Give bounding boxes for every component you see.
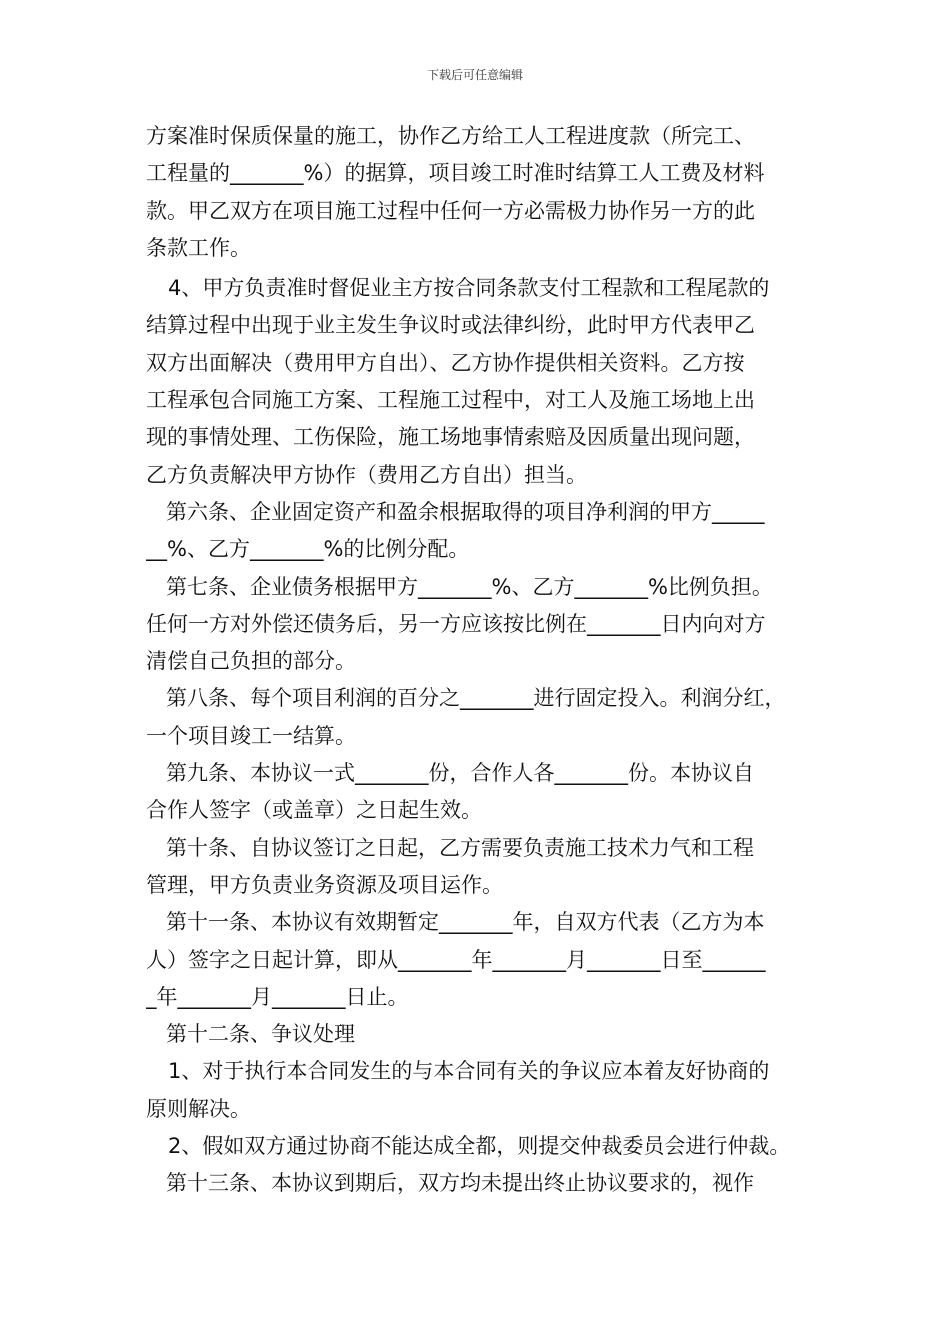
text-line: 工程量的_______%）的据算，项目竣工时准时结算工人工费及材料 (146, 161, 765, 186)
document-body (146, 118, 826, 1203)
article-12-item-1: 1、对于执行本合同发生的与本合同有关的争议应本着友好协商的 (168, 1059, 770, 1084)
text-line: 现的事情处理、工伤保险，施工场地事情索赔及因质量出现问题， (146, 425, 755, 450)
text-line: 原则解决。 (146, 1096, 251, 1121)
text-line: 双方出面解决（费用甲方自出）、乙方协作提供相关资料。乙方按 (146, 350, 745, 375)
text-line: __%、乙方_______%的比例分配。 (146, 537, 470, 562)
text-line: 方案准时保质保量的施工，协作乙方给工人工程进度款（所完工、 (146, 124, 755, 148)
text-line: 一个项目竣工一结算。 (146, 723, 356, 748)
article-10-line: 第十条、自协议签订之日起，乙方需要负责施工技术力气和工程 (166, 835, 754, 860)
article-13-line: 第十三条、本协议到期后，双方均未提出终止协议要求的，视作 (166, 1171, 754, 1196)
text-line: 工程承包合同施工方案、工程施工过程中，对工人及施工场地上出 (146, 388, 755, 413)
article-7-line: 第七条、企业债务根据甲方_______%、乙方_______%比例负担。 (166, 574, 773, 599)
text-line: 结算过程中出现于业主发生争议时或法律纠纷，此时甲方代表甲乙 (146, 313, 755, 338)
text-line: 人）签字之日起计算，即从_______年_______月_______日至______ (146, 947, 766, 972)
article-11-line: 第十一条、本协议有效期暂定_______年，自双方代表（乙方为本 (166, 910, 765, 935)
text-line: 清偿自己负担的部分。 (146, 649, 356, 674)
text-line: _年_______月_______日止。 (146, 984, 409, 1009)
text-line: 款。甲乙双方在项目施工过程中任何一方必需极力协作另一方的此 (146, 198, 755, 223)
text-line: 乙方负责解决甲方协作（费用乙方自出）担当。 (146, 462, 587, 487)
article-6-line: 第六条、企业固定资产和盈余根据取得的项目净利润的甲方_____ (166, 499, 765, 524)
text-line: 管理，甲方负责业务资源及项目运作。 (146, 872, 503, 897)
article-12-item-2: 2、假如双方通过协商不能达成全都，则提交仲裁委员会进行仲裁。 (168, 1134, 791, 1159)
page-header-note: 下载后可任意编辑 (426, 68, 523, 82)
clause-4-line: 4、甲方负责准时督促业主方按合同条款支付工程款和工程尾款的 (168, 276, 770, 301)
text-line: 合作人签字（或盖章）之日起生效。 (146, 798, 482, 823)
article-8-line: 第八条、每个项目利润的百分之_______进行固定投入。利润分红， (166, 686, 786, 711)
article-12-heading: 第十二条、争议处理 (166, 1022, 355, 1047)
text-line: 任何一方对外偿还债务后，另一方应该按比例在_______日内向对方 (146, 611, 766, 636)
text-line: 条款工作。 (146, 235, 251, 260)
article-9-line: 第九条、本协议一式_______份，合作人各_______份。本协议自 (166, 761, 754, 786)
